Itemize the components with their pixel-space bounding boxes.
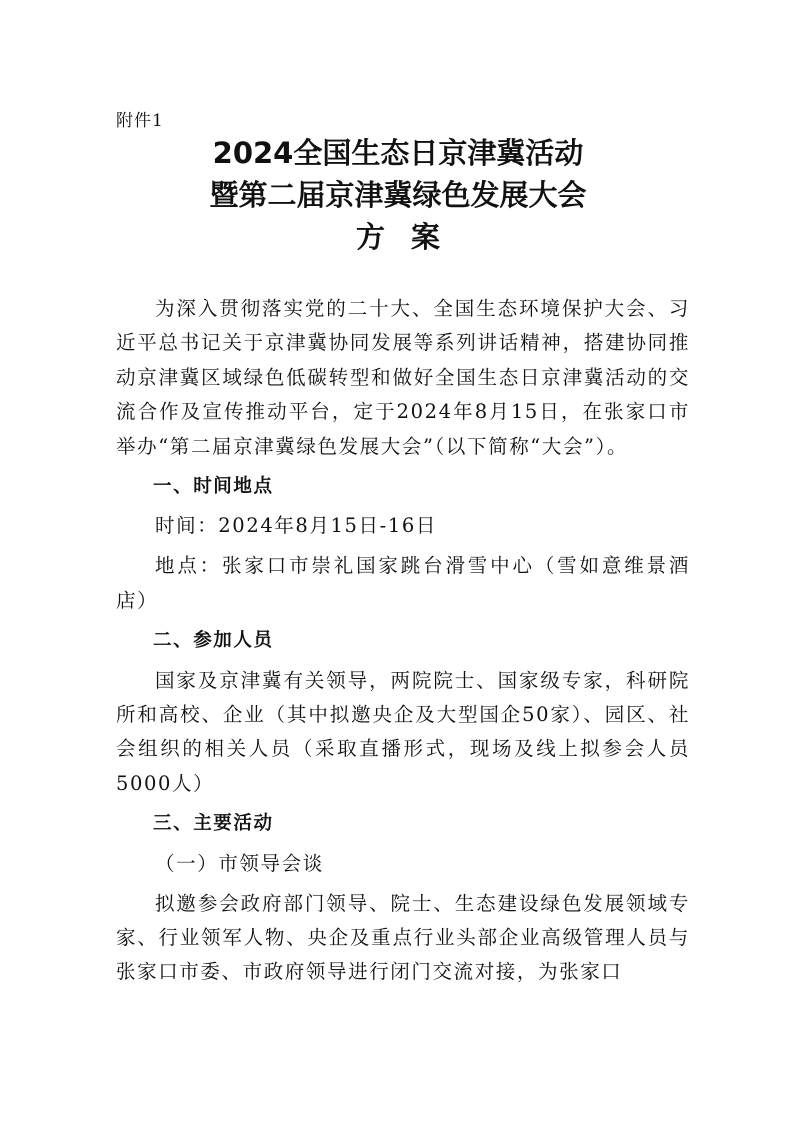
title-line-2: 暨第二届京津冀绿色发展大会 bbox=[209, 178, 587, 212]
event-location: 地点：张家口市崇礼国家跳台滑雪中心（雪如意维景酒店） bbox=[116, 554, 690, 612]
document-body bbox=[116, 292, 690, 995]
leader-talks-paragraph: 拟邀参会政府部门领导、院士、生态建设绿色发展领域专家、行业领军人物、央企及重点行业头部企业高级管理人员与张家口市委、市政府领导进行闭门交流对接，为张家口 bbox=[116, 891, 690, 984]
participants-paragraph: 国家及京津冀有关领导，两院院士、国家级专家，科研院所和高校、企业（其中拟邀央企及大型国企50家）、园区、社会组织的相关人员（采取直播形式，现场及线上拟参会人员5000人） bbox=[116, 668, 690, 795]
subsection-heading-leader-talks: （一）市领导会谈 bbox=[155, 851, 324, 875]
document-title bbox=[0, 132, 796, 258]
section-heading-main-activities: 三、主要活动 bbox=[153, 812, 274, 834]
section-heading-time-location: 一、时间地点 bbox=[153, 475, 274, 497]
section-heading-participants: 二、参加人员 bbox=[153, 629, 274, 651]
title-line-1: 2024全国生态日京津冀活动 bbox=[212, 136, 584, 170]
annex-label: 附件1 bbox=[116, 111, 164, 131]
title-line-3: 方案 bbox=[355, 220, 466, 254]
event-time: 时间：2024年8月15日-16日 bbox=[155, 514, 437, 538]
intro-paragraph: 为深入贯彻落实党的二十大、全国生态环境保护大会、习近平总书记关于京津冀协同发展等系列讲话精神，搭建协同推动京津冀区域绿色低碳转型和做好全国生态日京津冀活动的交流合作及宣传推动平台，定于2024年8月15日，在张家口市举办“第二届京津冀绿色发展大会”（以下简称“大会”）。 bbox=[116, 297, 690, 458]
